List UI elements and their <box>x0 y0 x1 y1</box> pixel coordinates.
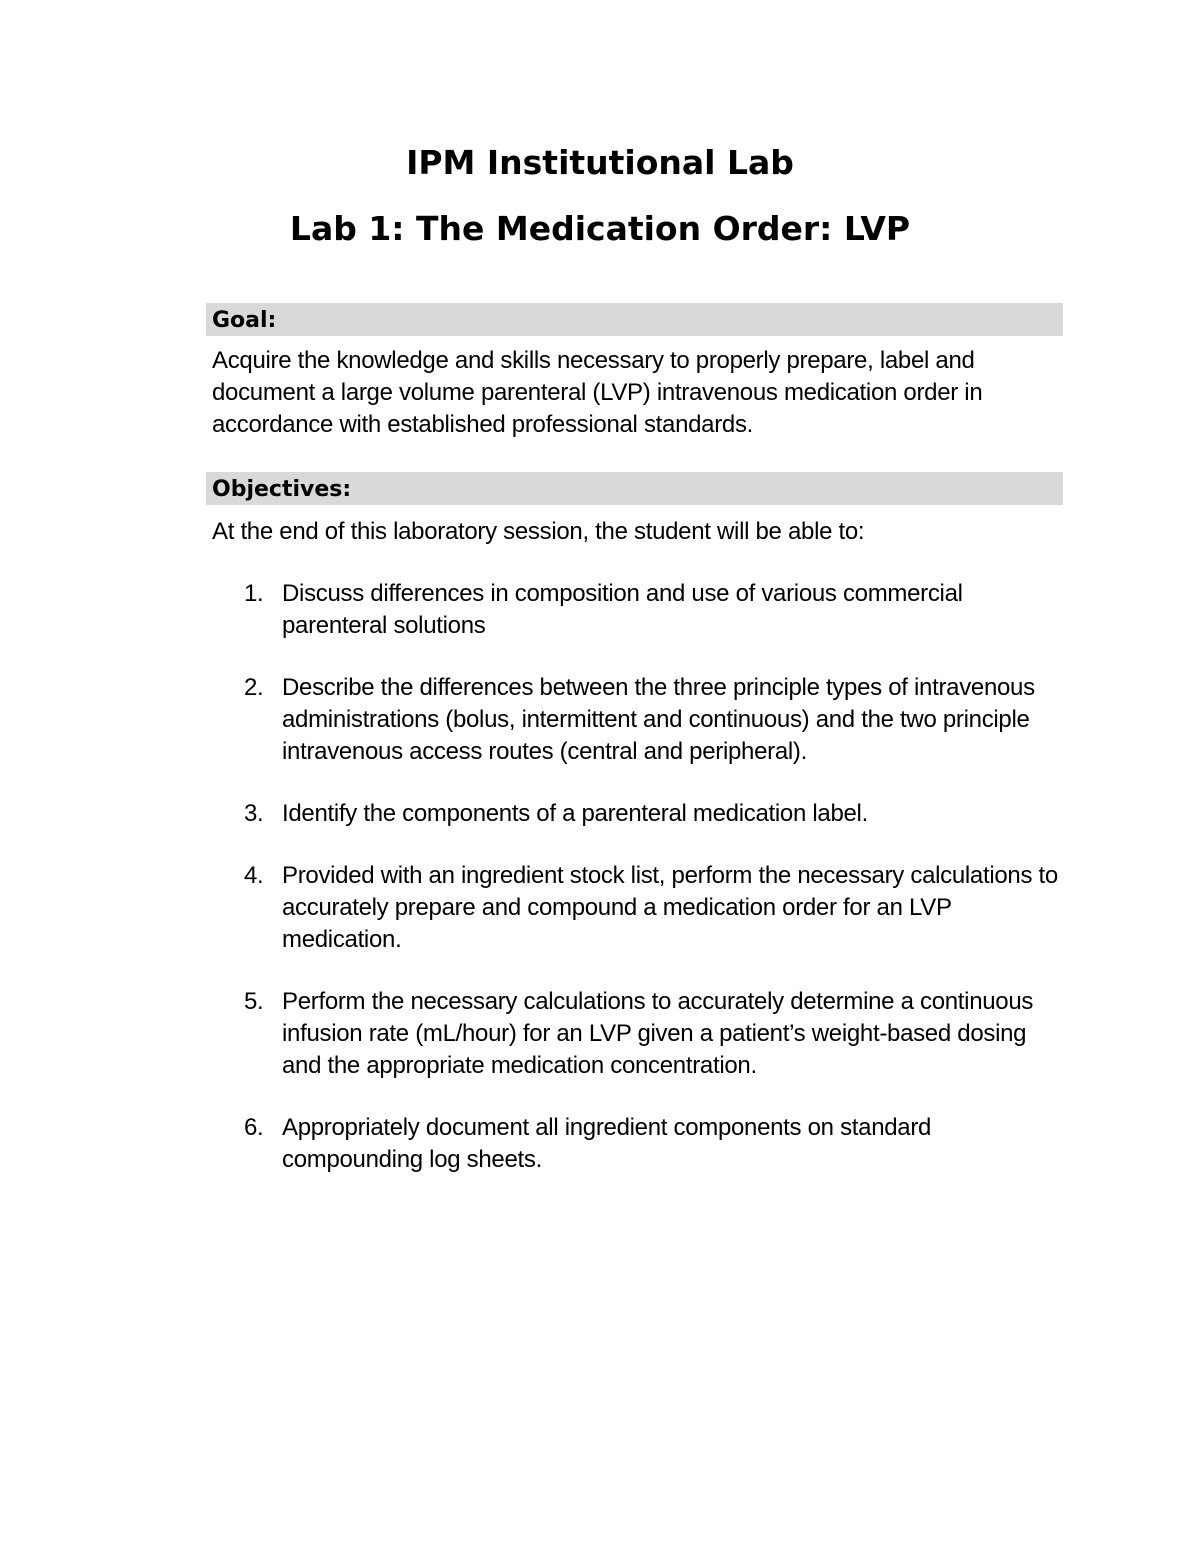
objective-item <box>240 672 1070 768</box>
objective-text: Appropriately document all ingredient components on standard compounding log sheets. <box>282 1114 932 1173</box>
objectives-intro: At the end of this laboratory session, the student will be able to: <box>212 518 865 545</box>
objective-item <box>240 986 1070 1082</box>
objective-number: 4. <box>244 862 264 889</box>
goal-text: Acquire the knowledge and skills necessary to properly prepare, label and document a large volume parenteral (LVP) intravenous medication order in accordance with established professional standards. <box>212 347 983 438</box>
objectives-list <box>240 578 1070 1206</box>
objective-number: 1. <box>244 580 264 607</box>
goal-heading: Goal: <box>206 303 1063 336</box>
objective-text: Perform the necessary calculations to accurately determine a continuous infusion rate (mL/hour) for an LVP given a patient’s weight-based dosing and the appropriate medication concentration. <box>282 988 1034 1079</box>
objective-number: 3. <box>244 800 264 827</box>
objective-text: Identify the components of a parenteral medication label. <box>282 800 868 827</box>
objective-number: 6. <box>244 1114 264 1141</box>
document-subtitle: Lab 1: The Medication Order: LVP <box>289 209 911 248</box>
objective-number: 2. <box>244 674 264 701</box>
document-title: IPM Institutional Lab <box>406 143 794 182</box>
objective-item <box>240 578 1070 642</box>
objective-item <box>240 1112 1070 1176</box>
objective-text: Provided with an ingredient stock list, perform the necessary calculations to accurately prepare and compound a medication order for an LVP medication. <box>282 862 1058 953</box>
objective-item <box>240 798 1070 830</box>
objectives-heading: Objectives: <box>206 472 1063 505</box>
objective-item <box>240 860 1070 956</box>
objective-text: Describe the differences between the three principle types of intravenous administrations (bolus, intermittent and continuous) and the two principle intravenous access routes (central and peripheral). <box>282 674 1035 765</box>
objective-text: Discuss differences in composition and use of various commercial parenteral solutions <box>282 580 963 639</box>
objective-number: 5. <box>244 988 264 1015</box>
